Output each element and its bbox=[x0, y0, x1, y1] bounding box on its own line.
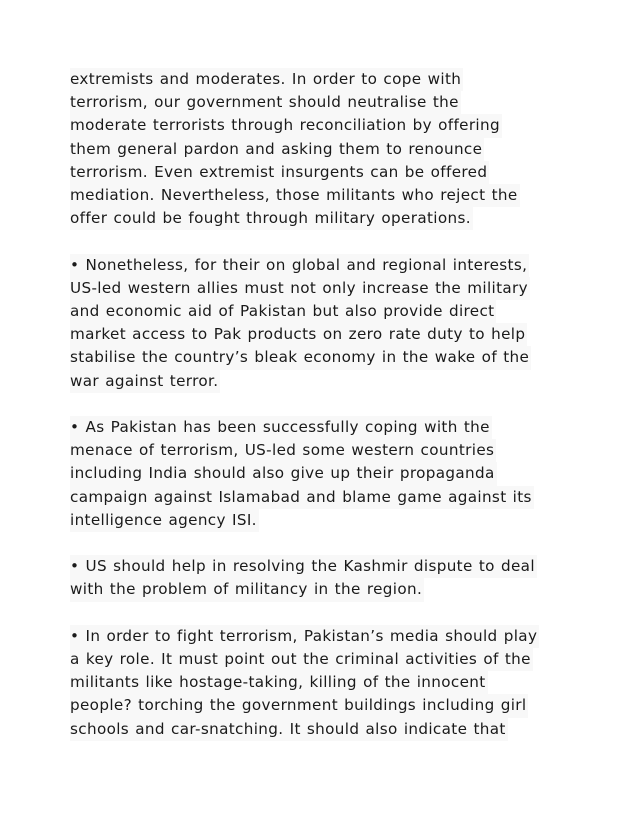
text-line: people? torching the government buildings including girl bbox=[70, 694, 528, 717]
text-line: mediation. Nevertheless, those militants who reject the bbox=[70, 184, 520, 207]
text-line: them general pardon and asking them to renounce bbox=[70, 138, 484, 161]
text-line: including India should also give up their propaganda bbox=[70, 462, 497, 485]
bullet-kashmir bbox=[70, 555, 570, 601]
text-line: extremists and moderates. In order to cope with bbox=[70, 68, 463, 91]
document-page bbox=[70, 68, 570, 764]
text-line: terrorism. Even extremist insurgents can be offered bbox=[70, 161, 489, 184]
text-line: menace of terrorism, US-led some western countries bbox=[70, 439, 496, 462]
text-line: market access to Pak products on zero rate duty to help bbox=[70, 323, 527, 346]
text-line: offer could be fought through military operations. bbox=[70, 207, 473, 230]
text-line: • As Pakistan has been successfully coping with the bbox=[70, 416, 492, 439]
text-line: with the problem of militancy in the region. bbox=[70, 578, 424, 601]
text-line: a key role. It must point out the criminal activities of the bbox=[70, 648, 533, 671]
text-line: campaign against Islamabad and blame game against its bbox=[70, 486, 534, 509]
paragraph-reconciliation bbox=[70, 68, 570, 230]
bullet-media-role bbox=[70, 625, 570, 741]
text-line: • Nonetheless, for their on global and regional interests, bbox=[70, 254, 529, 277]
text-line: intelligence agency ISI. bbox=[70, 509, 259, 532]
text-line: militants like hostage-taking, killing of the innocent bbox=[70, 671, 488, 694]
text-line: stabilise the country’s bleak economy in the wake of the bbox=[70, 346, 531, 369]
text-line: US-led western allies must not only increase the military bbox=[70, 277, 530, 300]
text-line: • In order to fight terrorism, Pakistan’s media should play bbox=[70, 625, 539, 648]
bullet-india-propaganda bbox=[70, 416, 570, 532]
bullet-us-aid bbox=[70, 254, 570, 393]
text-line: schools and car-snatching. It should also indicate that bbox=[70, 718, 508, 741]
text-line: terrorism, our government should neutralise the bbox=[70, 91, 461, 114]
text-line: and economic aid of Pakistan but also provide direct bbox=[70, 300, 496, 323]
text-line: moderate terrorists through reconciliation by offering bbox=[70, 114, 502, 137]
text-line: war against terror. bbox=[70, 370, 220, 393]
text-line: • US should help in resolving the Kashmir dispute to deal bbox=[70, 555, 537, 578]
